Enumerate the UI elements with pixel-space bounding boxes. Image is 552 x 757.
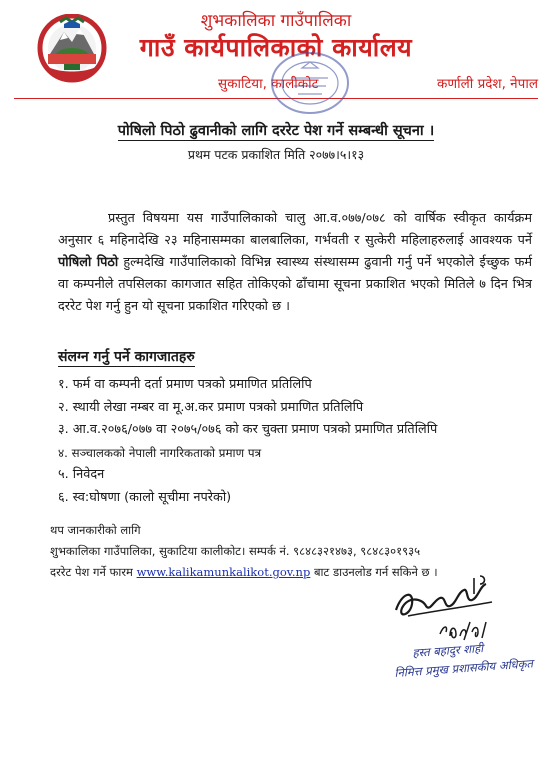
signatory-designation: निमित्त प्रमुख प्रशासकीय अधिकृत (394, 656, 534, 680)
notice-body: प्रस्तुत विषयमा यस गाउँपालिकाको चालु आ.व.०७७/०७८ को वार्षिक स्वीकृत कार्यक्रम अनुसार ६ महिनादेखि २३ महिनासम्मका बालबालिका, गर्भवती र सुत्केरी महिलाहरुलाई आवश्यक पर्ने पोषिलो पिठो हुल्मदेखि गाउँपालिकाको विभिन्न स्वास्थ्य संस्थासम्म ढुवानी गर्नु पर्ने भएकोले ईच्छुक फर्म वा कम्पनीले तपसिलका कागजात सहित तोकिएको ढाँचामा सूचना प्रकाशित भएको मितिले ७ दिन भित्र दररेट पेश गर्नु हुन यो सूचना प्रकाशित गरिएको छ । (58, 211, 533, 314)
contact-line: शुभकालिका गाउँपालिका, सुकाटिया कालीकोट। सम्पर्क नं. ९८४८३२१४७३, ९८४८३०१९३५ (50, 544, 421, 558)
notice-title: पोषिलो पिठो ढुवानीको लागि दररेट पेश गर्ने सम्बन्धी सूचना । (117, 123, 435, 139)
attachments-heading: संलग्न गर्नु पर्ने कागजातहरु (58, 349, 195, 365)
list-item: ३. आ.व.२०७६/०७७ वा २०७५/०७६ को कर चुक्ता प्रमाण पत्रको प्रमाणित प्रतिलिपि (58, 422, 438, 437)
attachments-list (58, 374, 437, 509)
list-item: ६. स्व:घोषणा (कालो सूचीमा नपरेको) (58, 489, 232, 505)
office-title: गाउँ कार्यपालिकाको कार्यालय (139, 33, 413, 62)
download-line: दररेट पेश गर्ने फारम www.kalikamunkalikot.gov.np बाट डाउनलोड गर्न सकिने छ । (50, 565, 438, 579)
website-link[interactable]: www.kalikamunkalikot.gov.np (136, 565, 311, 579)
province-name: कर्णाली प्रदेश, नेपाल (437, 76, 538, 92)
list-item: १. फर्म वा कम्पनी दर्ता प्रमाण पत्रको प्रमाणित प्रतिलिपि (58, 377, 312, 392)
more-info-label: थप जानकारीको लागि (50, 523, 141, 537)
bold-item-name: पोषिलो पिठो (58, 255, 119, 270)
office-stamp (268, 48, 352, 118)
municipality-name: शुभकालिका गाउँपालिका (200, 11, 352, 31)
list-item: २. स्थायी लेखा नम्बर वा मू.अ.कर प्रमाण पत्रको प्रमाणित प्रतिलिपि (58, 399, 364, 415)
office-address: सुकाटिया, कालीकोट (218, 76, 319, 92)
publication-date: प्रथम पटक प्रकाशित मिति २०७७।५।१३ (187, 147, 365, 162)
signature-date (436, 616, 490, 642)
list-item: ४. सञ्चालकको नेपाली नागरिकताको प्रमाण पत्र (58, 445, 262, 460)
list-item: ५. निवेदन (58, 467, 105, 482)
signatory-name: हस्त बहादुर शाही (412, 641, 484, 660)
